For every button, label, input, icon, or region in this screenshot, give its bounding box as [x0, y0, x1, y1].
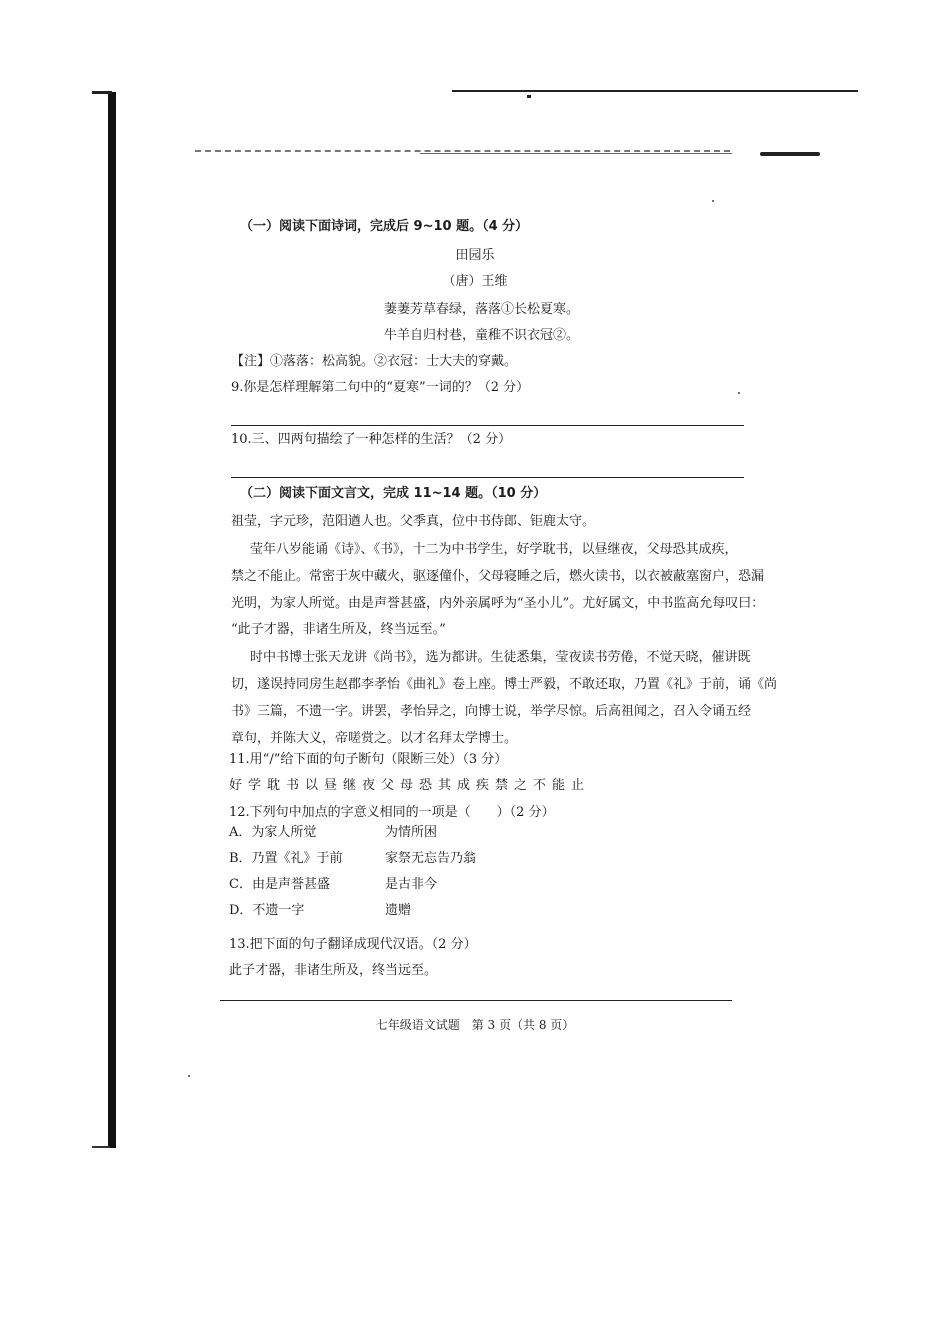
passage-line: 时中书博士张天龙讲《尚书》，选为都讲。生徒悉集，莹夜读书劳倦，不觉天晓，催讲既: [250, 650, 751, 665]
scan-speck: [712, 200, 714, 202]
footer-rule: [220, 1000, 732, 1001]
passage-line: 切，遂误持同房生赵郡李孝怡《曲礼》卷上座。博士严毅，不敢还取，乃置《礼》于前，诵《尚: [231, 677, 778, 692]
page-footer: 七年级语文试题 第 3 页（共 8 页）: [375, 1018, 575, 1032]
option-c-left: C．由是声誉甚盛: [229, 877, 330, 892]
poem-line-1: 萋萋芳草春绿，落落①长松夏寒。: [384, 302, 580, 317]
option-d-right: 遗赠: [385, 903, 412, 918]
question-9: 9.你是怎样理解第二句中的“夏寒”一词的？（2 分）: [231, 380, 530, 395]
option-b-left: B．乃置《礼》于前: [229, 851, 343, 866]
question-11-sentence: 好学耽书以昼继夜父母恐其成疾禁之不能止: [229, 778, 591, 793]
header-dashed-rule: [195, 150, 730, 152]
section2-heading: （二）阅读下面文言文，完成 11~14 题。（10 分）: [240, 486, 547, 501]
poem-line-2: 牛羊自归村巷，童稚不识衣冠②。: [384, 328, 580, 343]
scan-speck: [527, 95, 531, 98]
option-a-right: 为情所困: [385, 825, 438, 840]
passage-line: 书》三篇，不遗一字。讲罢，孝怡异之，向博士说，举学尽惊。后高祖闻之，召入令诵五经: [231, 704, 752, 719]
option-d-left: D．不遗一字: [229, 903, 305, 918]
poem-note: 【注】①落落：松高貌。②衣冠：士大夫的穿戴。: [231, 354, 518, 369]
question-10: 10.三、四两句描绘了一种怎样的生活？（2 分）: [231, 432, 512, 447]
passage-line: 禁之不能止。常密于灰中藏火，驱逐僮仆，父母寝睡之后，燃火读书，以衣被蔽塞窗户，恐漏: [231, 569, 765, 584]
answer-line-9: [231, 425, 744, 426]
passage-line: 章句，并陈大义，帝嗟赏之。以才名拜太学博士。: [231, 731, 518, 746]
section1-heading: （一）阅读下面诗词，完成后 9~10 题。（4 分）: [240, 219, 529, 234]
option-a-left: A．为家人所觉: [229, 825, 317, 840]
scan-speck: [738, 392, 740, 394]
question-13-sentence: 此子才器，非诸生所及，终当远至。: [229, 963, 438, 978]
answer-line-10: [231, 477, 744, 478]
poem-author: （唐）王维: [442, 274, 508, 289]
passage-paragraph-1: 祖莹，字元珍，范阳遒人也。父季真，位中书侍郎、钜鹿太守。: [231, 514, 596, 529]
question-13: 13.把下面的句子翻译成现代汉语。（2 分）: [229, 937, 477, 952]
scan-corner-mark: [92, 91, 112, 94]
passage-line: 莹年八岁能诵《诗》、《书》，十二为中书学生，好学耽书，以昼继夜，父母恐其成疾，: [250, 542, 738, 557]
passage-line: 光明，为家人所觉。由是声誉甚盛，内外亲属呼为“圣小儿”。尤好属文，中书监高允每叹曰：: [231, 596, 765, 611]
passage-line: “此子才器，非诸生所及，终当远至。”: [231, 622, 446, 637]
scan-stroke: [760, 152, 820, 156]
poem-title: 田园乐: [455, 248, 495, 263]
question-12: 12.下列句中加点的字意义相同的一项是（ ）（2 分）: [229, 805, 555, 820]
scan-speck: [188, 1075, 190, 1077]
scan-corner-mark: [92, 1146, 110, 1148]
question-11: 11.用“/”给下面的句子断句（限断三处）（3 分）: [229, 752, 508, 767]
option-c-right: 是古非今: [385, 877, 438, 892]
header-rule: [420, 153, 732, 154]
scan-top-rule: [452, 90, 858, 92]
option-b-right: 家祭无忘告乃翁: [385, 851, 477, 866]
